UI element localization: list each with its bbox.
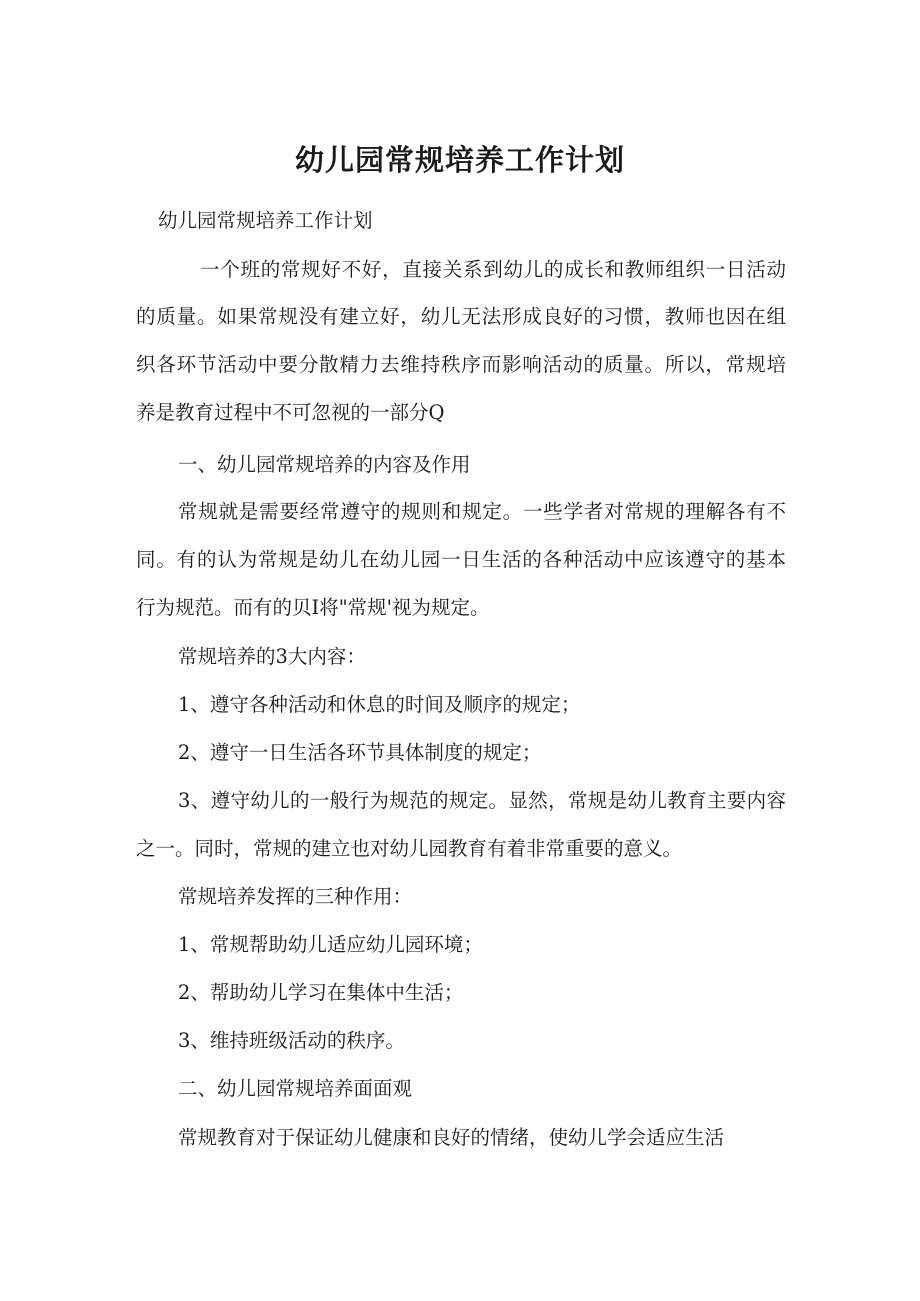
- list-item: 1、常规帮助幼儿适应幼儿园环境；: [178, 933, 483, 956]
- paragraph-line: 一个班的常规好不好，直接关系到幼儿的成长和教师组织一日活动: [200, 258, 786, 281]
- document-subtitle: 幼儿园常规培养工作计划: [158, 209, 373, 232]
- section-heading: 一、幼儿园常规培养的内容及作用: [178, 453, 471, 476]
- paragraph-line: 常规培养的3大内容：: [178, 645, 366, 668]
- paragraph-line: 常规就是需要经常遵守的规则和规定。一些学者对常规的理解各有不: [178, 500, 786, 523]
- paragraph-line: 常规教育对于保证幼儿健康和良好的情绪，使幼儿学会适应生活: [178, 1126, 725, 1149]
- list-item: 3、遵守幼儿的一般行为规范的规定。显然，常规是幼儿教育主要内容: [178, 789, 786, 812]
- paragraph-line: 同。有的认为常规是幼儿在幼儿园一日生活的各种活动中应该遵守的基本: [136, 548, 786, 571]
- list-item: 2、遵守一日生活各环节具体制度的规定；: [178, 741, 542, 764]
- paragraph-line: 之一。同时，常规的建立也对幼儿园教育有着非常重要的意义。: [136, 837, 683, 860]
- list-item: 1、遵守各种活动和休息的时间及顺序的规定；: [178, 693, 581, 716]
- section-heading: 二、幼儿园常规培养面面观: [178, 1077, 413, 1100]
- document-title: 幼儿园常规培养工作计划: [294, 143, 625, 177]
- list-item: 3、维持班级活动的秩序。: [178, 1029, 405, 1052]
- paragraph-line: 的质量。如果常规没有建立好，幼儿无法形成良好的习惯，教师也因在组: [136, 305, 786, 328]
- paragraph-line: 行为规范。而有的贝I将"常规'视为规定。: [136, 596, 490, 619]
- paragraph-line: 织各环节活动中要分散精力去维持秩序而影响活动的质量。所以，常规培: [136, 353, 786, 376]
- paragraph-line: 养是教育过程中不可忽视的一部分Q: [136, 401, 445, 424]
- paragraph-line: 常规培养发挥的三种作用：: [178, 885, 413, 908]
- list-item: 2、帮助幼儿学习在集体中生活；: [178, 981, 464, 1004]
